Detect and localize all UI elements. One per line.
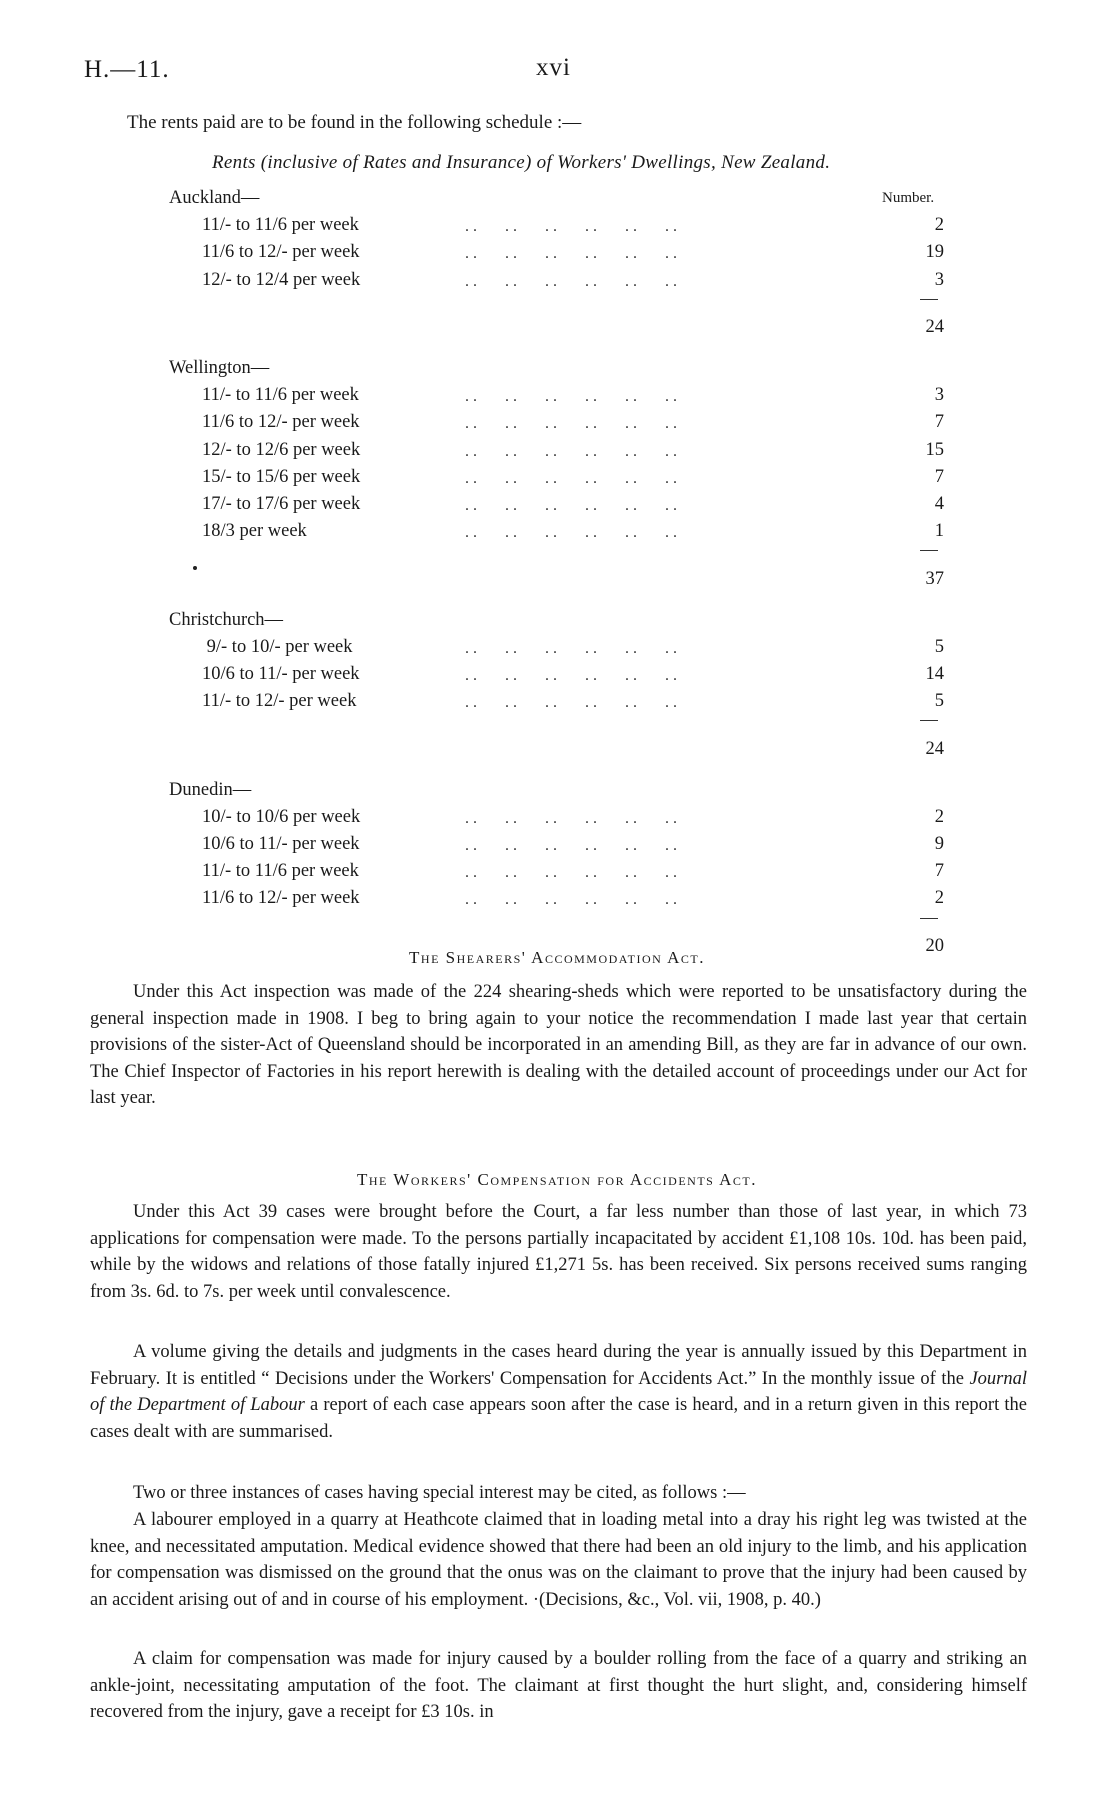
rent-range-label: 11/- to 12/- per week — [202, 691, 357, 712]
rent-range-label: 12/- to 12/4 per week — [202, 269, 361, 290]
compensation-paragraph-5: A claim for compensation was made for injury caused by a boulder rolling from the face of a quarry and striking an ankle-joint, necessitating amputation of the foot. The claimant at first thought the hurt slight, and, considering himself recovered from the injury, gave a receipt for £3 10s. in — [90, 1649, 1027, 1722]
dot-leader: . . . . . . . . . . . . — [465, 497, 677, 514]
dot-leader: . . . . . . . . . . . . — [465, 667, 677, 684]
dwelling-count: 3 — [934, 269, 944, 290]
dot-leader: . . . . . . . . . . . . — [465, 524, 677, 542]
rent-range-label: 18/3 per week — [202, 521, 307, 542]
dot-leader: . . . . . . . . . . . . — [465, 837, 677, 854]
dwelling-count: 5 — [934, 691, 944, 712]
schedule-intro: The rents paid are to be found in the following schedule :— — [127, 112, 582, 133]
dwelling-count: 14 — [925, 664, 944, 684]
rent-range-label: 11/- to 11/6 per week — [202, 861, 359, 882]
city-heading: Dunedin— — [169, 779, 252, 800]
stray-dot — [193, 566, 197, 570]
rent-range-label: 11/6 to 12/- per week — [202, 242, 360, 263]
dot-leader: . . . . . . . . . . . . — [465, 891, 677, 909]
rent-range-label: 10/- to 10/6 per week — [202, 806, 361, 827]
compensation-paragraph-3: Two or three instances of cases having special interest may be cited, as follows :— — [133, 1483, 746, 1503]
dot-leader: . . . . . . . . . . . . — [465, 639, 677, 657]
paragraph-2-text-a: A volume giving the details and judgments in the cases heard during the year is annually issued by this Department in February. It is entitled “ Decisions under the Workers' Compensation for Accidents Act.” In the monthly issue of the — [90, 1342, 1027, 1389]
dot-leader: . . . . . . . . . . . . — [465, 245, 677, 263]
city-heading: Auckland— — [169, 188, 260, 208]
city-total: 24 — [925, 317, 944, 338]
dot-leader: . . . . . . . . . . . . — [465, 469, 677, 487]
dwelling-count: 2 — [934, 806, 944, 827]
subtotal-rule — [920, 299, 938, 300]
dot-leader: . . . . . . . . . . . . — [465, 272, 677, 290]
rent-range-label: 10/6 to 11/- per week — [202, 834, 360, 854]
dwelling-count: 4 — [934, 494, 944, 514]
dwelling-count: 3 — [934, 385, 944, 406]
dwelling-count: 7 — [934, 466, 944, 487]
dwelling-count: 2 — [934, 888, 944, 909]
rent-range-label: 12/- to 12/6 per week — [202, 439, 361, 460]
dwelling-count: 5 — [934, 636, 944, 657]
shearers-act-paragraph: Under this Act inspection was made of the 224 shearing-sheds which were reported to be unsatisfactory during the general inspection made in 1908. I beg to bring again to your notice the recommendation I made last year that certain provisions of the sister-Act of Queensland should be incorporated in an amending Bill, as they are far in advance of our own. The Chief Inspector of Factories in his report herewith is dealing with the detailed account of proceedings under our Act for last year. — [90, 982, 1027, 1108]
city-total: 20 — [925, 936, 944, 956]
paragraph-2-text-b: a report of each case appears soon after the case is heard, and in a return given in this report the cases dealt with are summarised. — [90, 1395, 1027, 1442]
compensation-paragraph-4: A labourer employed in a quarry at Heathcote claimed that in loading metal into a dray his right leg was twisted at the knee, and necessitated amputation. Medical evidence showed that there had been an old injury to the limb, and his application for compensation was dismissed on the ground that the onus was on the claimant to prove that the injury had been caused by an accident arising out of and in course of his employment. ·(Decisions, &c., Vol. vii, 1908, p. 40.) — [90, 1510, 1027, 1610]
rent-range-label: 17/- to 17/6 per week — [202, 494, 361, 514]
subtotal-rule — [920, 918, 938, 919]
rent-range-label: 11/- to 11/6 per week — [202, 215, 359, 236]
rents-table-title: Rents (inclusive of Rates and Insurance) of Workers' Dwellings, New Zealand. — [212, 152, 831, 173]
subtotal-rule — [920, 550, 938, 551]
dot-leader: . . . . . . . . . . . . — [465, 809, 677, 827]
journal-title: Journal of the Department of Labour — [90, 1368, 1027, 1415]
dot-leader: . . . . . . . . . . . . — [465, 415, 677, 433]
rent-range-label: 9/- to 10/- per week — [202, 636, 353, 657]
dwelling-count: 19 — [925, 242, 944, 263]
rent-range-label: 11/- to 11/6 per week — [202, 385, 359, 406]
city-total: 24 — [925, 738, 944, 759]
rent-range-label: 10/6 to 11/- per week — [202, 664, 360, 684]
dwelling-count: 2 — [934, 215, 944, 236]
dot-leader: . . . . . . . . . . . . — [465, 388, 677, 406]
compensation-paragraph-2 — [90, 1339, 1027, 1445]
city-heading: Wellington— — [169, 358, 270, 378]
dot-leader: . . . . . . . . . . . . — [465, 694, 677, 712]
dwelling-count: 1 — [934, 521, 944, 542]
dwelling-count: 7 — [934, 412, 944, 433]
page-number: xvi — [536, 54, 571, 81]
dot-leader: . . . . . . . . . . . . — [465, 864, 677, 882]
paper-reference: H.—11. — [84, 56, 170, 83]
dwelling-count: 9 — [934, 834, 944, 854]
dot-leader: . . . . . . . . . . . . — [465, 218, 677, 236]
dwelling-count: 7 — [934, 861, 944, 882]
city-heading: Christchurch— — [169, 609, 284, 630]
rent-range-label: 15/- to 15/6 per week — [202, 466, 361, 487]
rent-range-label: 11/6 to 12/- per week — [202, 888, 360, 909]
rent-range-label: 11/6 to 12/- per week — [202, 412, 360, 433]
compensation-act-heading: The Workers' Compensation for Accidents Act. — [356, 1170, 758, 1189]
dot-leader: . . . . . . . . . . . . — [465, 442, 677, 460]
shearers-act-heading: The Shearers' Accommodation Act. — [409, 948, 705, 967]
compensation-paragraph-1: Under this Act 39 cases were brought before the Court, a far less number than those of last year, in which 73 applications for compensation were made. To the persons partially incapacitated by accident £1,108 10s. 10d. has been paid, while by the widows and relations of those fatally injured £1,271 5s. has been received. Six persons received sums ranging from 3s. 6d. to 7s. per week until convalescence. — [90, 1202, 1027, 1302]
subtotal-rule — [920, 720, 938, 721]
city-total: 37 — [925, 568, 944, 589]
dwelling-count: 15 — [925, 439, 944, 460]
number-column-heading: Number. — [882, 190, 935, 206]
